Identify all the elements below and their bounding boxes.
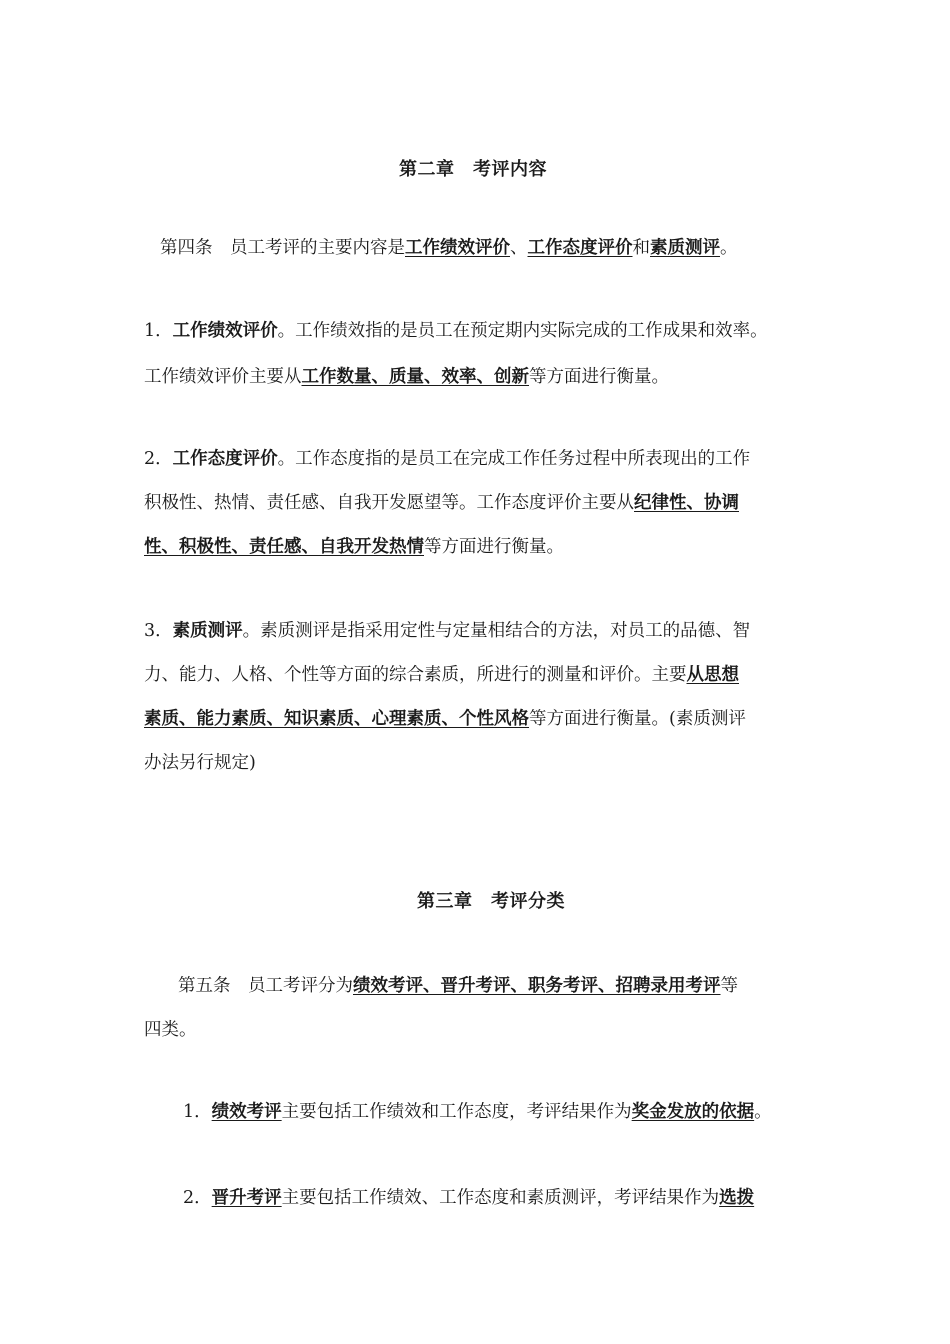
chapter-3-title: 第三章 考评分类 bbox=[417, 891, 565, 912]
article-5-line-2: 四类。 bbox=[144, 1020, 197, 1040]
item-2-line-1: 2．工作态度评价。工作态度指的是员工在完成工作任务过程中所表现出的工作 bbox=[144, 449, 751, 469]
item-title: 工作绩效评价 bbox=[172, 321, 278, 341]
key-term: 奖金发放的依据 bbox=[631, 1102, 755, 1122]
chapter-2-title: 第二章 考评内容 bbox=[399, 159, 547, 180]
key-term: 绩效考评、晋升考评、职务考评、招聘录用考评 bbox=[353, 976, 721, 996]
key-term: 纪律性、协调 bbox=[634, 493, 739, 513]
item-3-line-3: 素质、能力素质、知识素质、心理素质、个性风格等方面进行衡量。(素质测评 bbox=[144, 709, 746, 729]
key-term: 素质测评 bbox=[650, 238, 720, 258]
item-3-line-2: 力、能力、人格、个性等方面的综合素质，所进行的测量和评价。主要从思想 bbox=[144, 665, 739, 685]
key-term: 选拨 bbox=[719, 1188, 755, 1208]
item-1-line-2: 工作绩效评价主要从工作数量、质量、效率、创新等方面进行衡量。 bbox=[144, 367, 669, 387]
item-1-line-1: 1．工作绩效评价。工作绩效指的是员工在预定期内实际完成的工作成果和效率。 bbox=[144, 321, 768, 341]
key-term: 从思想 bbox=[686, 665, 739, 685]
key-term: 工作数量、质量、效率、创新 bbox=[301, 367, 529, 387]
category-2: 2．晋升考评主要包括工作绩效、工作态度和素质测评，考评结果作为选拨 bbox=[183, 1188, 755, 1208]
key-term: 素质、能力素质、知识素质、心理素质、个性风格 bbox=[144, 709, 529, 729]
key-term: 性、积极性、责任感、自我开发热情 bbox=[144, 537, 424, 557]
item-3-line-1: 3．素质测评。素质测评是指采用定性与定量相结合的方法，对员工的品德、智 bbox=[144, 621, 751, 641]
key-term: 工作态度评价 bbox=[527, 238, 633, 258]
article-4: 第四条 员工考评的主要内容是工作绩效评价、工作态度评价和素质测评。 bbox=[160, 238, 738, 258]
item-2-line-2: 积极性、热情、责任感、自我开发愿望等。工作态度评价主要从纪律性、协调 bbox=[144, 493, 739, 513]
key-term: 绩效考评 bbox=[211, 1102, 282, 1122]
item-3-line-4: 办法另行规定) bbox=[144, 753, 256, 773]
article-5-line-1: 第五条 员工考评分为绩效考评、晋升考评、职务考评、招聘录用考评等 bbox=[178, 976, 738, 996]
category-1: 1．绩效考评主要包括工作绩效和工作态度，考评结果作为奖金发放的依据。 bbox=[183, 1102, 772, 1122]
item-2-line-3: 性、积极性、责任感、自我开发热情等方面进行衡量。 bbox=[144, 537, 564, 557]
item-title: 素质测评 bbox=[172, 621, 243, 641]
key-term: 工作绩效评价 bbox=[405, 238, 510, 258]
key-term: 晋升考评 bbox=[211, 1188, 282, 1208]
item-title: 工作态度评价 bbox=[172, 449, 278, 469]
